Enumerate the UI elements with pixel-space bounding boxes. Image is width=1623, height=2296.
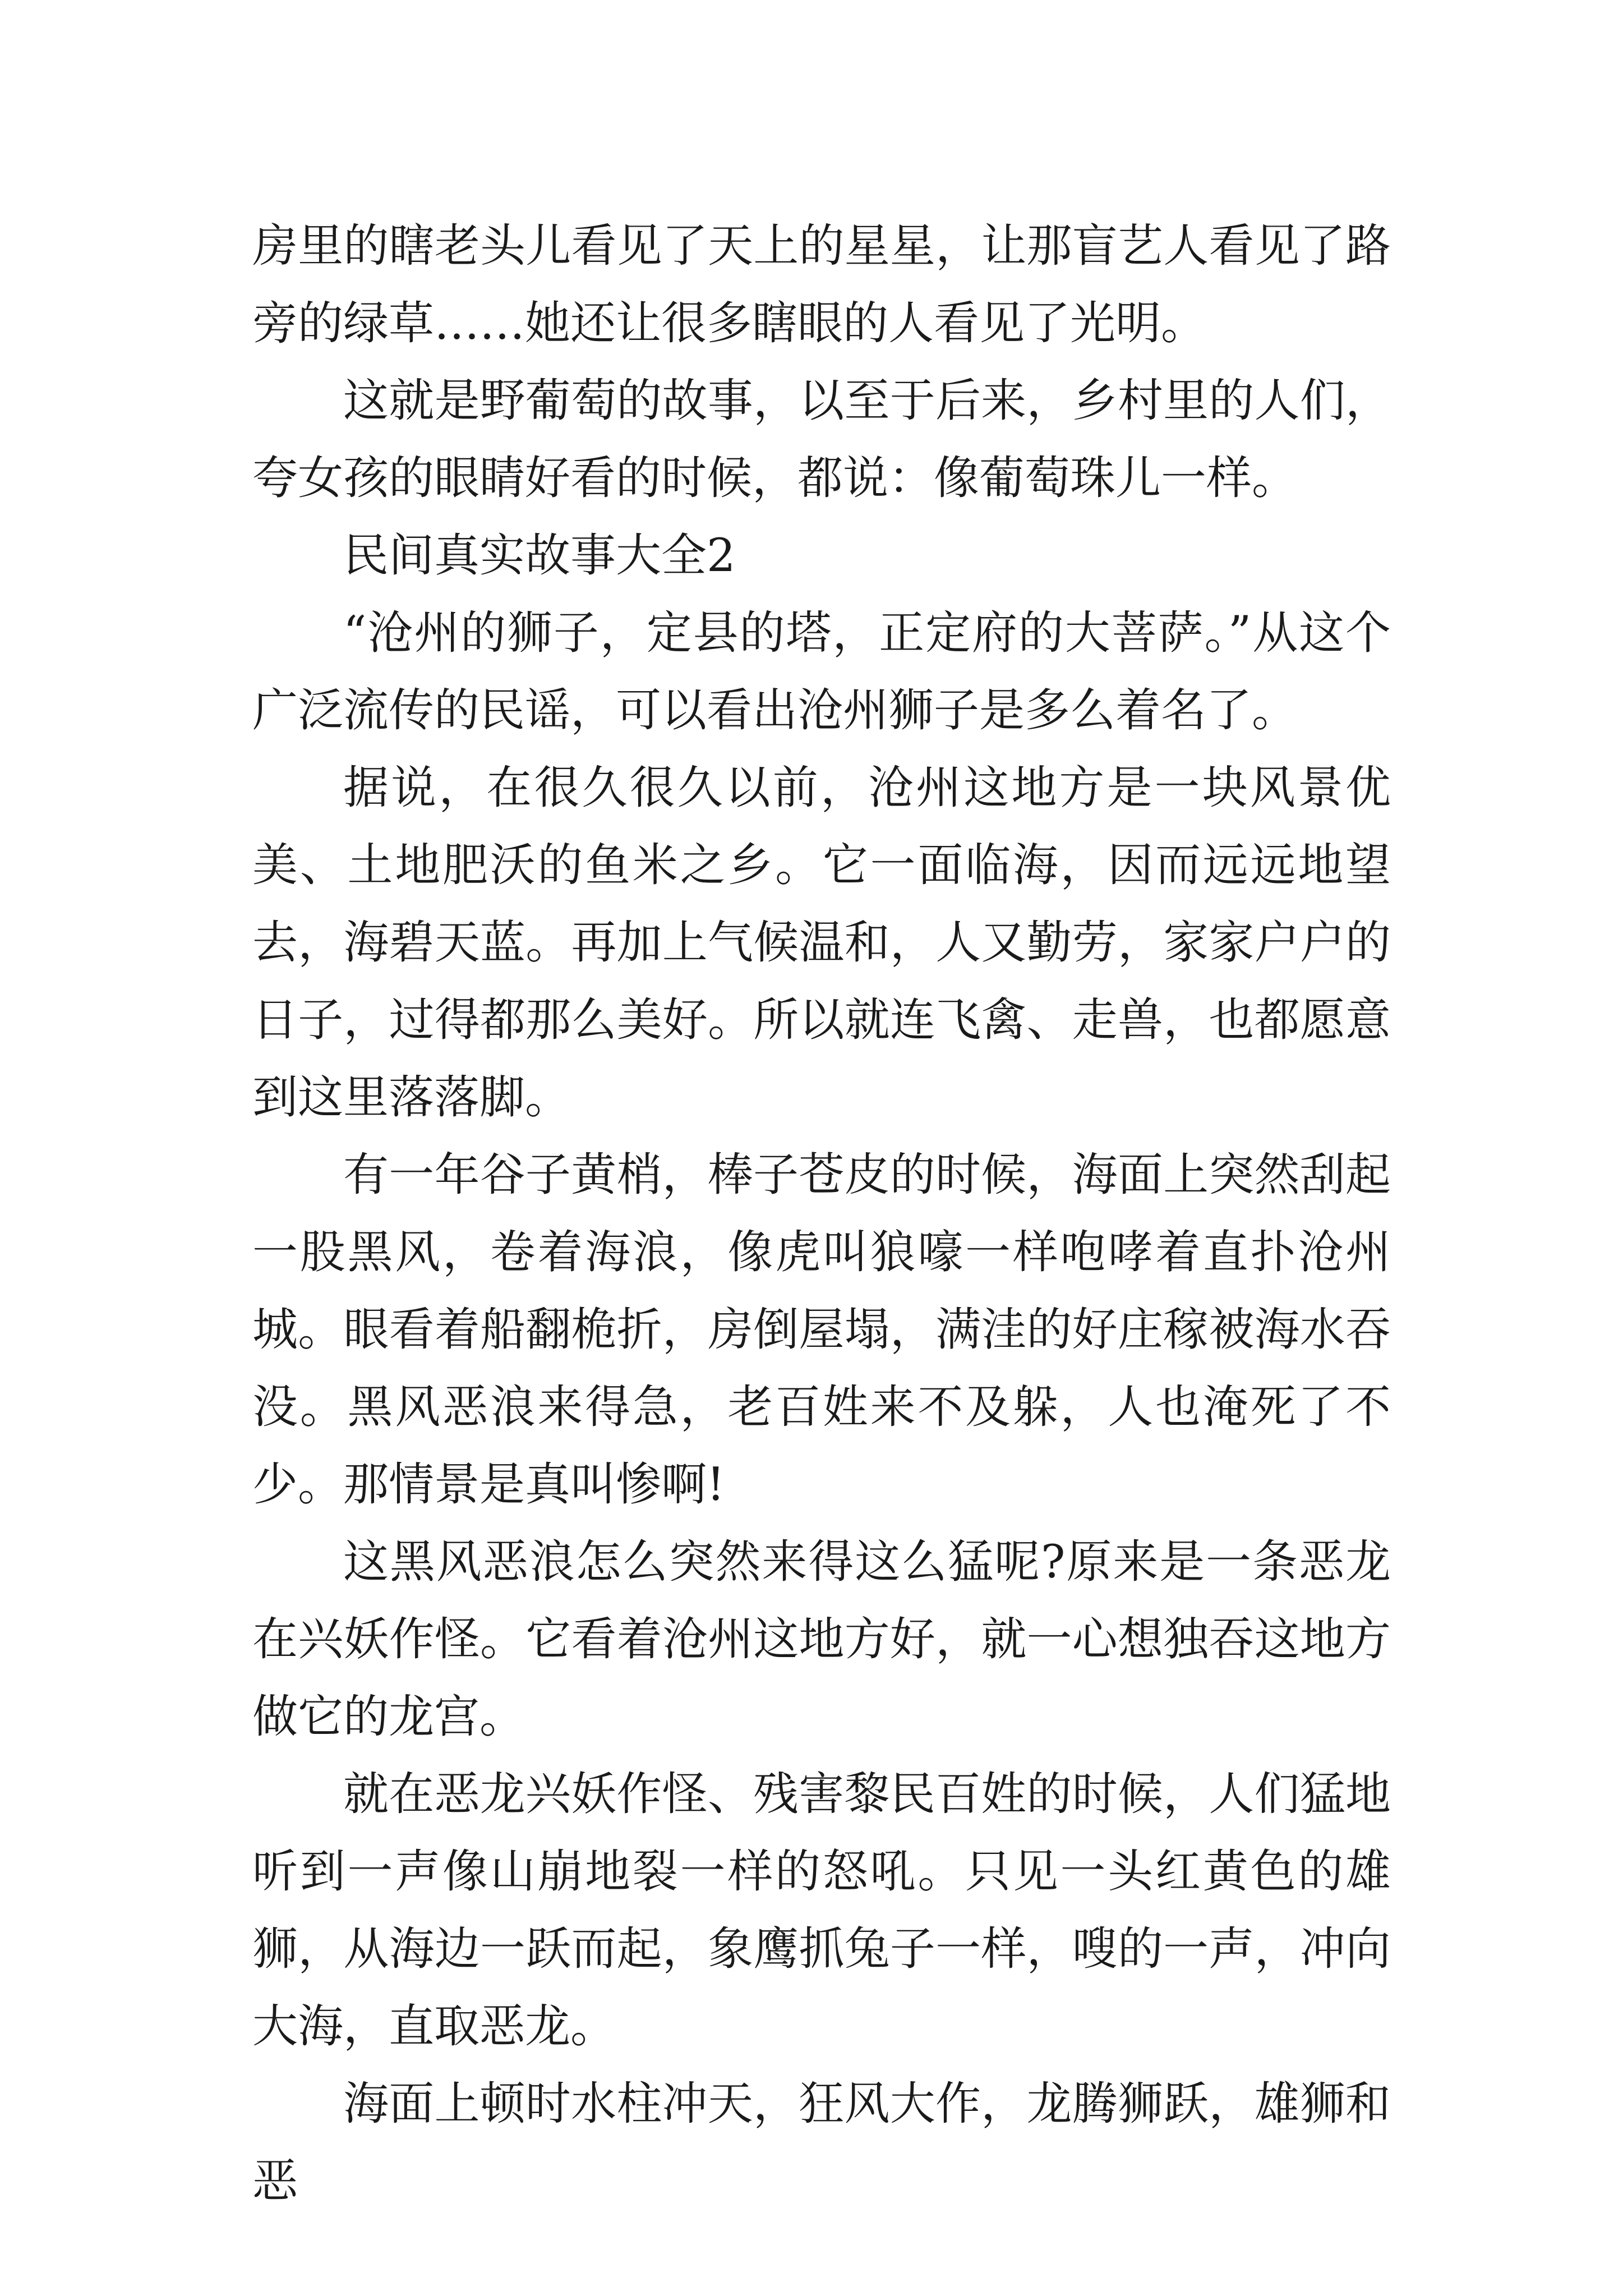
document-page bbox=[252, 208, 1391, 2220]
paragraph-7: 就在恶龙兴妖作怪、残害黎民百姓的时候，人们猛地听到一声像山崩地裂一样的怒吼。只见一头红黄色的雄狮，从海边一跃而起，象鹰抓兔子一样，嗖的一声，冲向大海，直取恶龙。 bbox=[252, 1768, 1391, 2053]
paragraph-8: 海面上顿时水柱冲天，狂风大作，龙腾狮跃，雄狮和恶 bbox=[252, 2078, 1391, 2208]
section-heading: 民间真实故事大全2 bbox=[343, 530, 736, 582]
paragraph-1: 房里的瞎老头儿看见了天上的星星，让那盲艺人看见了路旁的绿草……她还让很多瞎眼的人看见了光明。 bbox=[252, 220, 1391, 350]
paragraph-5: 有一年谷子黄梢，棒子苍皮的时候，海面上突然刮起一股黑风，卷着海浪，像虎叫狼嚎一样咆哮着直扑沧州城。眼看着船翻桅折，房倒屋塌，满洼的好庄稼被海水吞没。黑风恶浪来得急，老百姓来不及躲，人也淹死了不少。那情景是真叫惨啊! bbox=[252, 1149, 1391, 1511]
paragraph-3: “沧州的狮子，定县的塔，正定府的大菩萨。”从这个广泛流传的民谣，可以看出沧州狮子是多么着名了。 bbox=[252, 607, 1391, 737]
paragraph-2: 这就是野葡萄的故事，以至于后来，乡村里的人们，夸女孩的眼睛好看的时候，都说：像葡萄珠儿一样。 bbox=[252, 375, 1391, 505]
paragraph-4: 据说，在很久很久以前，沧州这地方是一块风景优美、土地肥沃的鱼米之乡。它一面临海，因而远远地望去，海碧天蓝。再加上气候温和，人又勤劳，家家户户的日子，过得都那么美好。所以就连飞禽、走兽，也都愿意到这里落落脚。 bbox=[252, 762, 1391, 1124]
paragraph-6: 这黑风恶浪怎么突然来得这么猛呢?原来是一条恶龙在兴妖作怪。它看着沧州这地方好，就一心想独吞这地方做它的龙宫。 bbox=[252, 1536, 1391, 1743]
